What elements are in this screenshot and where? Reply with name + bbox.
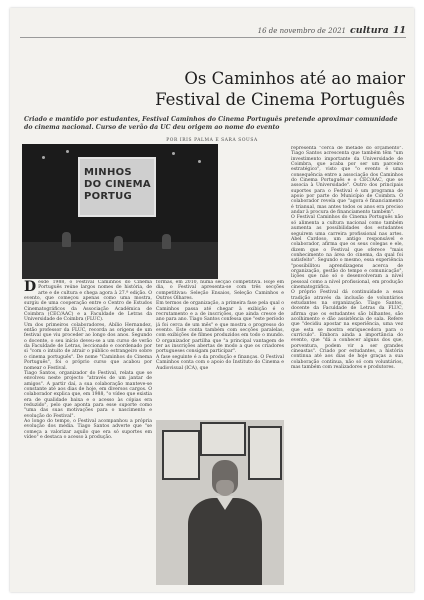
headline-line-2: Festival de Cinema Português — [155, 90, 405, 109]
headline-line-1: Os Caminhos até ao maior — [184, 69, 405, 88]
paragraph: formas, em 2010, numa secção competitiva. Hoje em dia, o Festival apresenta-se com três secções competitivas: Seleção Ensaios, Seleção Caminhos e Outros Olhares. — [156, 280, 284, 302]
screen-text-line-1: MINHOS — [84, 167, 132, 178]
issue-date: 16 de novembro de 2021 — [257, 27, 346, 35]
ceiling-light — [66, 150, 69, 153]
screen-text-line-3: PORTUG — [84, 191, 133, 202]
newspaper-page — [10, 8, 414, 592]
ceiling-light — [198, 160, 201, 163]
paragraph: Ao longo do tempo, o Festival acompanhou a própria evolução dos média. Tiago Santos adverte que "se começa a valorizar aquilo que era só suportes em vídeo" e destaca o acesso à produção. — [24, 418, 152, 440]
article-column-2 — [156, 280, 284, 414]
ceiling-light — [42, 156, 45, 159]
screen-text-line-2: DO CINEMA — [84, 179, 151, 190]
projection-screen — [78, 157, 156, 217]
person-beard — [216, 480, 234, 496]
paragraph: representa "cerca de metade do orçamento". Tiago Santos acrescenta que também têm "um investimento importante da Universidade de Coimbra, que acaba por ser um parceiro estratégico", visto que "o evento é uma consequência entre a associação dos Caminhos do Cinema Português e o CEC/AAC, que se associa à Universidade". Outro dos principais suportes para o Festival é um programa de apoio por parte do Município de Coimbra. O colaborador revela que "agora é financiamento é trianual, mas antes todos os anos era preciso andar à procura de financiamento também". — [291, 146, 403, 216]
masthead — [258, 25, 406, 36]
article-headline — [135, 68, 405, 110]
audience-member — [162, 234, 171, 249]
article-column-1 — [24, 280, 152, 578]
wall-frame — [248, 426, 282, 480]
paragraph: O próprio Festival dá continuidade a essa tradição através da inclusão de voluntários estudantes na organização. Tiago Santos, docente da Faculdade de Letras da FLUC, afirma que os estudantes são bilhantes, são acolhimento e dão assistência de sala. Refere que "decidiu apostar na experiência, uma vez que esta se mostra enriquecedora para o currículo". Embora ainda a importância do evento, que "dá a conhecer alguns dos que, porventura, podem vir a ser grandes cineastas". Criado por estudantes, a história continua até aos dias de hoje graças a sua colaboração contínua, não só com voluntários, mas também com realizadores e produtores. — [291, 290, 403, 371]
audience-member — [62, 232, 71, 247]
article-lede: Criado e mantido por estudantes, Festival Caminhos do Cinema Português pretende aproximar comunidade do cinema nacional. Curso de verão da UC deu origem ao nome do evento — [24, 116, 398, 131]
paragraph: Um dos primeiros colaboradores, Abílio Hernandez, então professor da FLUC, recorda as origens de um festival que viu proceder ao longo dos anos. Segundo o docente, o seu início deveu-se a um curso de verão da Faculdade de Letras, leccionado e coordenado por si "com o intuito de atrair o público estrangeiro sobre o cinema português". De nome "Caminhos do Cinema Português", foi o próprio curso que acabou por nomear o Festival. — [24, 322, 152, 371]
drop-cap: D — [24, 280, 37, 295]
person-body — [188, 498, 262, 585]
festival-screen-photo — [22, 144, 218, 279]
organizer-portrait-photo — [156, 420, 284, 585]
ceiling-light — [172, 152, 175, 155]
paragraph: esde 1988, o Festival Caminhos do Cinema Português reúne largos nomes de história, de arte e de cultura e chega agora à 27.ª edição. O evento, que começou apenas como uma mostra, surgiu de uma cooperação entre o Centro de Estudos Cinematográficos da Associação Académica de Coimbra (CEC/AAC) e a Faculdade de Letras da Universidade de Coimbra (FLUC). — [24, 280, 152, 323]
screen-caption — [84, 167, 151, 203]
page-number: 11 — [392, 25, 406, 36]
paragraph: Em termos de organização, a primeira fase pela qual o Caminhos passa até chegar à exibição é o recrutamento e a de inscrições, que ainda cresce de ano para ano. Tiago Santos confessa que "este período já foi cerca de um mês" e que mostra o progresso do evento. Este conta também com secções paralelas, com exibições de filmes produzidos em todo o mundo. O organizador partilha que "a principal vantagem de ter as inscrições abertas de modo a que os criadores portugueses consigam participar". — [156, 301, 284, 355]
header-rule — [20, 37, 406, 38]
paragraph: A fase seguinte é a da produção e finanças. O Festival Caminhos conta com o apoio do Instituto do Cinema e Audiovisual (ICA), que — [156, 354, 284, 371]
wall-frame — [162, 430, 200, 480]
paragraph: Tiago Santos, organizador do Festival, relata que se envolveu neste projecto "através de um jantar de amigos". A partir daí, a sua colaboração manteve-se constante até aos dias de hoje, em diversos cargos. O colaborador explica que, em 1988, "o vídeo que existia era de qualidade baixa e o acesso às cópias era reduzido", pelo que aponta para esse suporte como "uma das suas motivações para o nascimento e evolução do Festival". — [24, 370, 152, 419]
wall-frame — [200, 422, 246, 456]
article-column-3 — [291, 146, 403, 444]
article-byline: POR IRIS PALMA E SARA SOUSA — [166, 138, 258, 143]
section-name: cultura — [350, 25, 389, 36]
audience-member — [114, 236, 123, 251]
paragraph: O Festival Caminhos do Cinema Português não só alimenta a cultura nacional como também aumenta as possibilidades dos estudantes seguirem uma carreira profissional nas artes. Abel Cardoso, um antigo responsável e colaborador, afirma que os seus colegas e ele, dizem que o Festival que oferece "mais conhecimento na área do cinema, da qual foi satisfeito". Segundo o mesmo, essa experiência "possibilitou aprendizagens acerca de organização, gestão do tempo e comunicação", lições que não só o desenvolveram a nível pessoal como a nível profissional, em produção cinematográfica. — [291, 215, 403, 290]
